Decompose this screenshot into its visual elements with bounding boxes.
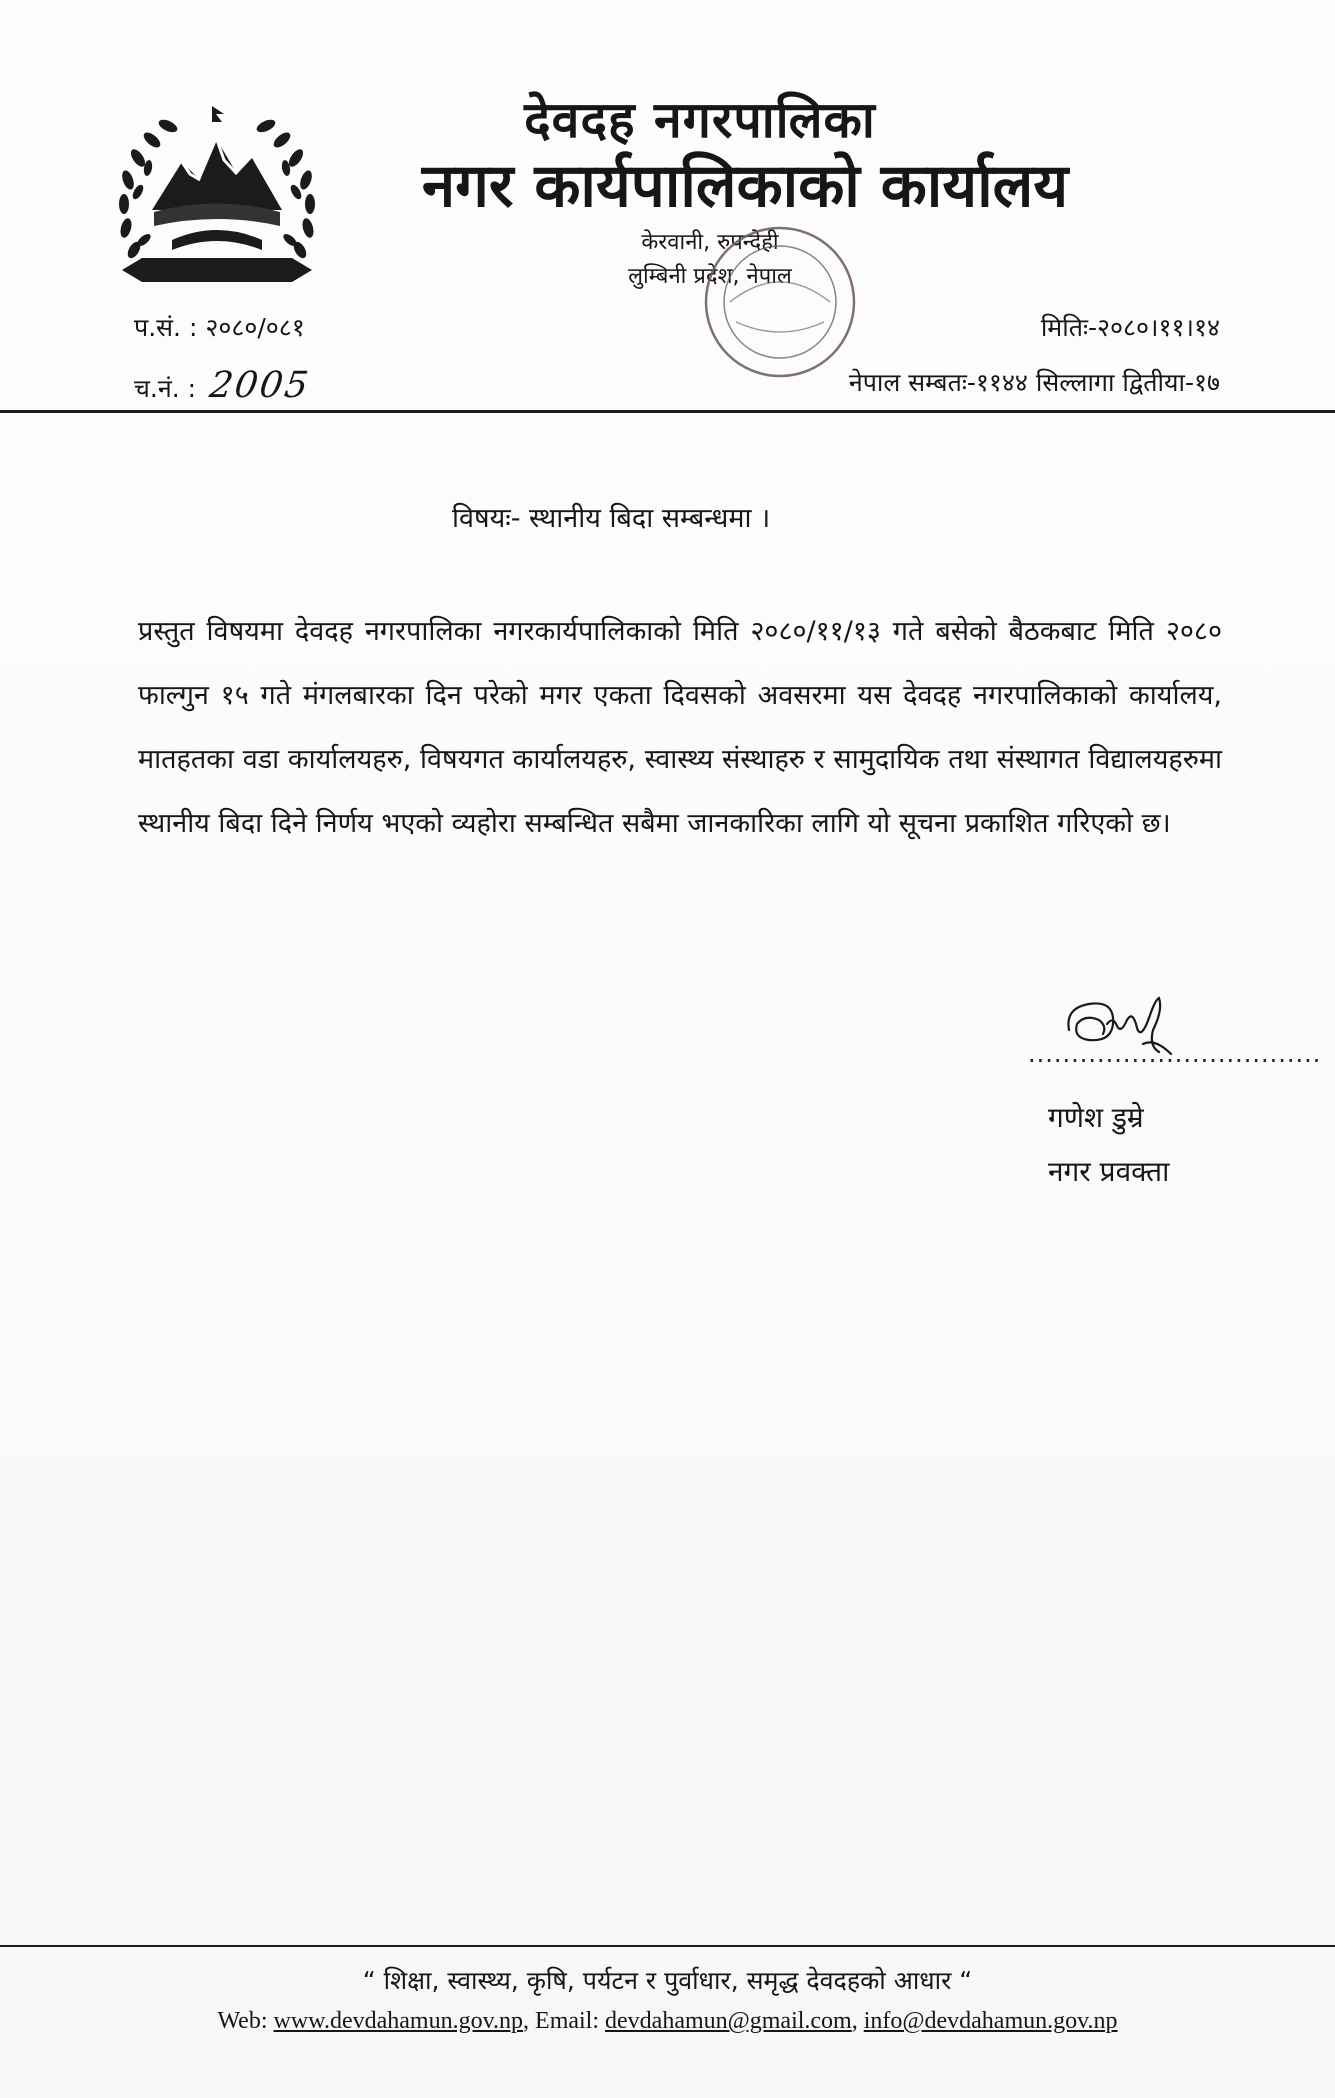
- footer-slogan: “ शिक्षा, स्वास्थ्य, कृषि, पर्यटन र पुर्वाधार, समृद्ध देवदहको आधार “: [362, 1966, 973, 1995]
- office-name: नगर कार्यपालिकाको कार्यालय: [421, 151, 1069, 221]
- letter-date: [1041, 310, 1220, 344]
- reference-value: २०८०/०८१: [205, 313, 305, 342]
- email-link-primary[interactable]: devdahamun@gmail.com: [605, 2008, 852, 2034]
- municipality-name: देवदह नगरपालिका: [524, 91, 876, 149]
- footer-divider: [0, 1945, 1335, 1947]
- website-link[interactable]: www.devdahamun.gov.np: [273, 2008, 524, 2034]
- contact-separator: ,: [851, 2008, 858, 2034]
- address-line-1: केरवानी, रुपन्देही: [641, 230, 779, 255]
- email-label: , Email:: [523, 2008, 600, 2034]
- signatory-title: नगर प्रवक्ता: [1048, 1155, 1170, 1188]
- dispatch-value: 2005: [207, 365, 313, 406]
- web-label: Web:: [217, 2008, 268, 2034]
- email-link-info[interactable]: info@devdahamun.gov.np: [863, 2008, 1118, 2034]
- reference-label: प.सं. :: [134, 313, 198, 342]
- dispatch-number: [134, 365, 313, 406]
- letter-subject: विषयः- स्थानीय बिदा सम्बन्धमा ।: [452, 503, 771, 534]
- footer-contact: [0, 2008, 1335, 2035]
- header-divider: [0, 410, 1335, 413]
- date-label: मितिः-: [1040, 313, 1098, 342]
- signature-line: ..................................: [1028, 1040, 1322, 1068]
- reference-number: [134, 310, 305, 344]
- nepal-emblem-icon: [112, 100, 322, 290]
- office-stamp-icon: [700, 222, 860, 382]
- signatory-name: गणेश डुम्रे: [1048, 1101, 1144, 1134]
- address-line-2: लुम्बिनी प्रदेश, नेपाल: [628, 264, 792, 289]
- dispatch-label: च.नं. :: [134, 374, 197, 403]
- date-value: २०८०।११।१४: [1097, 313, 1220, 342]
- nepal-samvat-date: नेपाल सम्बतः-११४४ सिल्लागा द्वितीया-१७: [848, 368, 1220, 397]
- letter-body: प्रस्तुत विषयमा देवदह नगरपालिका नगरकार्यपालिकाको मिति २०८०/११/१३ गते बसेको बैठकबाट मिति २०८० फाल्गुन १५ गते मंगलबारका दिन परेको मगर एकता दिवसको अवसरमा यस देवदह नगरपालिकाको कार्यालय, मातहतका वडा कार्यालयहरु, विषयगत कार्यालयहरु, स्वास्थ्य संस्थाहरु र सामुदायिक तथा संस्थागत विद्यालयहरुमा स्थानीय बिदा दिने निर्णय भएको व्यहोरा सम्बन्धित सबैमा जानकारिका लागि यो सूचना प्रकाशित गरिएको छ।: [138, 616, 1222, 839]
